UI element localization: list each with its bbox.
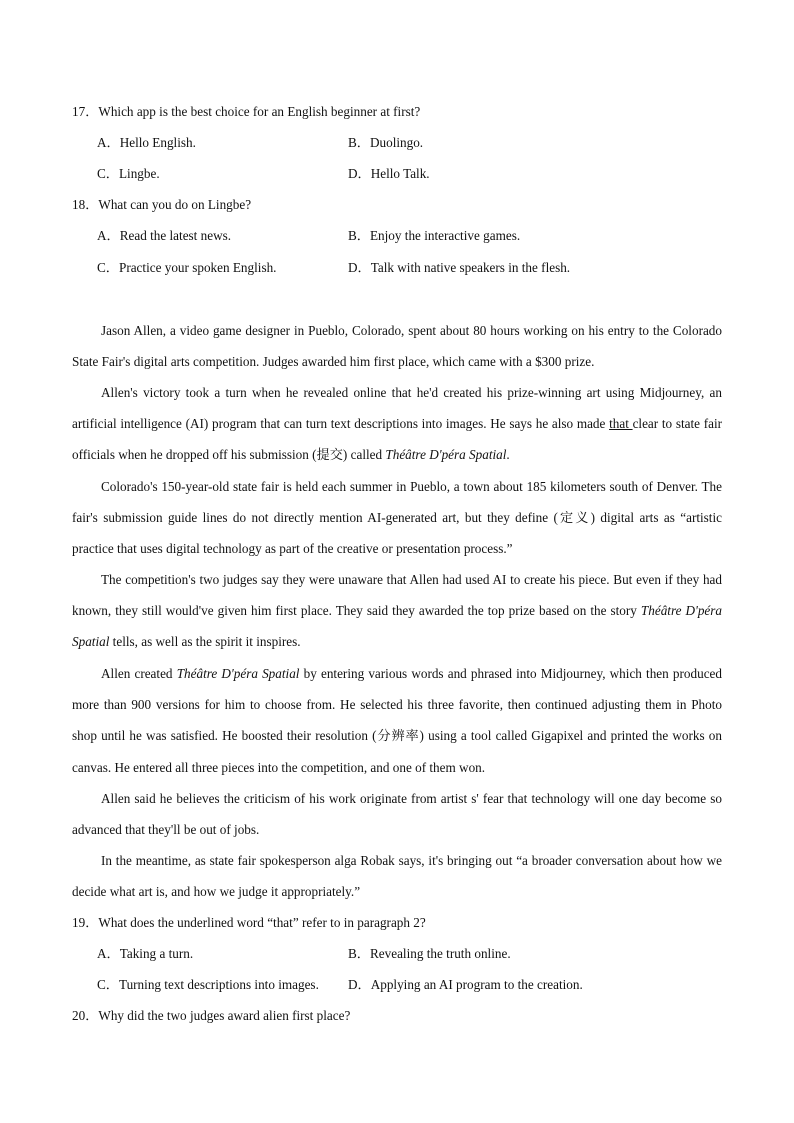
paragraph-4-text-a: The competition's two judges say they were unaware that Allen had used AI to create his piece. But even if they had known, they still would've given him first place. They said they awarded the top prize based on the story (72, 572, 722, 619)
q17-stem: 17．Which app is the best choice for an English beginner at first? (72, 104, 421, 119)
paragraph-6: Allen said he believes the criticism of his work originate from artist s' fear that technology will one day become so advanced that they'll be out of jobs. (72, 791, 722, 838)
artwork-title: Théâtre D'péra Spatial (72, 603, 722, 650)
paragraph-5 (72, 658, 722, 783)
q17-option-d: D．Hello Talk. (348, 166, 430, 181)
q17-option-c: C．Lingbe. (97, 166, 160, 181)
paragraph-5-text-a: Allen created (101, 666, 177, 681)
paragraph-2-text-a: Allen's victory took a turn when he revealed online that he'd created his prize-winning art using Midjourney, an artificial intelligence (AI) program that can turn text descriptions into images. He says he also made (72, 385, 722, 432)
q19-option-c: C．Turning text descriptions into images. (97, 977, 319, 992)
q18-stem: 18．What can you do on Lingbe? (72, 197, 252, 212)
paragraph-7: In the meantime, as state fair spokesperson alga Robak says, it's bringing out “a broader conversation about how we decide what art is, and how we judge it appropriately.” (72, 853, 722, 900)
paragraph-2-text-c: . (506, 447, 510, 463)
q20-stem: 20．Why did the two judges award alien first place? (72, 1008, 351, 1023)
paragraph-4 (72, 564, 722, 658)
q18-option-a: A．Read the latest news. (97, 228, 232, 243)
q17-option-b: B．Duolingo. (348, 135, 424, 150)
artwork-title: Théâtre D'péra Spatial (385, 447, 507, 463)
paragraph-3: Colorado's 150-year-old state fair is held each summer in Pueblo, a town about 185 kilometers south of Denver. The fair's submission guide lines do not directly mention AI-generated art, but they define (定义) digital arts as “artistic practice that uses digital technology as part of the creative or presentation process.” (72, 479, 722, 557)
q19-option-a: A．Taking a turn. (97, 946, 194, 961)
paragraph-1: Jason Allen, a video game designer in Pueblo, Colorado, spent about 80 hours working on his entry to the Colorado State Fair's digital arts competition. Judges awarded him first place, which came with a $300 prize. (72, 323, 722, 370)
q19-option-b: B．Revealing the truth online. (348, 946, 511, 961)
paragraph-2 (72, 377, 722, 471)
q18-option-b: B．Enjoy the interactive games. (348, 228, 521, 243)
q18-option-c: C．Practice your spoken English. (97, 260, 277, 275)
artwork-title: Théâtre D'péra Spatial (176, 666, 300, 681)
q18-option-d: D．Talk with native speakers in the flesh. (348, 260, 571, 275)
q17-option-a: A．Hello English. (97, 135, 196, 150)
paragraph-2-text-b: clear to state fair officials when he dropped off his submission (提交) called (72, 416, 723, 463)
paragraph-4-text-b: tells, as well as the spirit it inspires. (109, 634, 301, 650)
paragraph-5-text-b: by entering various words and phrased into Midjourney, which then produced more than 900 versions for him to choose from. He selected his three favorite, then continued adjusting them in Photo shop until he was satisfied. He boosted their resolution (分辨率) using a tool called Gigapixel and printed the works on canvas. He entered all three pieces into the competition, and one of them won. (72, 666, 722, 775)
q19-option-d: D．Applying an AI program to the creation. (348, 977, 583, 992)
underlined-word-that: that (609, 416, 633, 432)
q19-stem: 19．What does the underlined word “that” refer to in paragraph 2? (72, 915, 426, 930)
